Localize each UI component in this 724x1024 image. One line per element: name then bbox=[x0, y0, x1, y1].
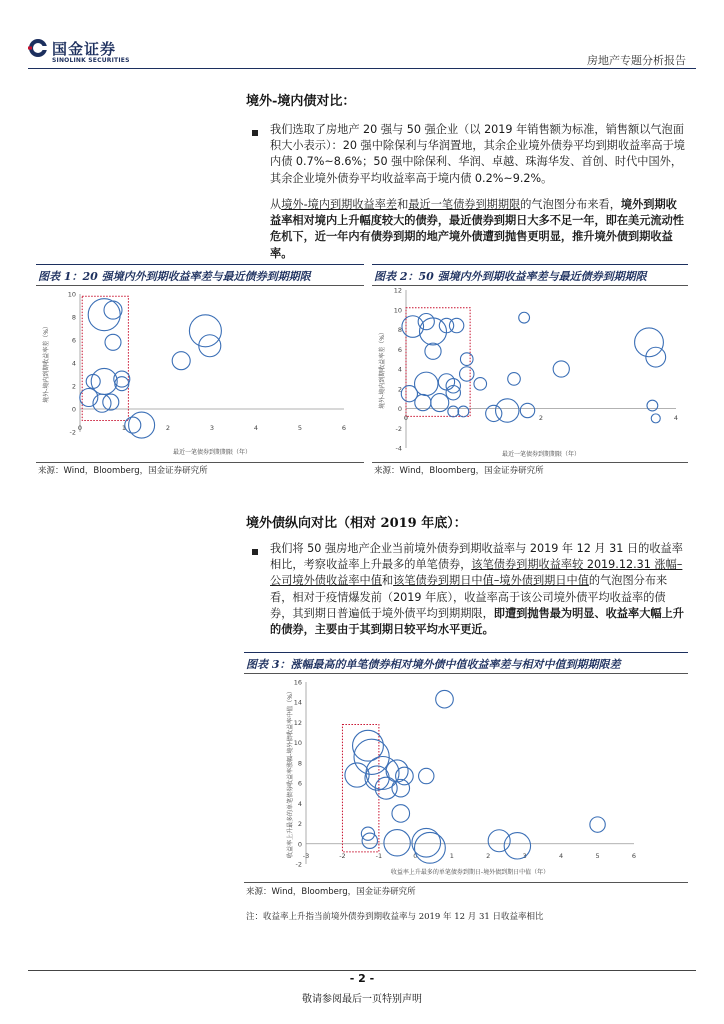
x-tick-label: 0 bbox=[413, 852, 418, 860]
bubble-point bbox=[105, 334, 121, 350]
bubble-point bbox=[189, 315, 221, 347]
footer-divider bbox=[28, 970, 696, 971]
bubble-point bbox=[496, 399, 519, 422]
fig1-chart bbox=[36, 286, 364, 460]
bubble-point bbox=[362, 833, 377, 848]
y-tick-label: 10 bbox=[393, 306, 402, 315]
y-tick-label: -2 bbox=[69, 428, 76, 437]
logo-text-en: SINOLINK SECURITIES bbox=[52, 57, 130, 64]
x-tick-label: -2 bbox=[339, 852, 346, 860]
y-tick-label: 6 bbox=[297, 779, 302, 788]
fig3-note: 注：收益率上升指当前境外债券到期收益率与 2019 年 12 月 31 日收益率相比 bbox=[246, 912, 544, 922]
y-axis-title: 收益率上升最多的单笔债券收益率涨幅-境外债收益率中值（%） bbox=[287, 688, 294, 858]
x-tick-label: 5 bbox=[595, 852, 600, 860]
fig1-bottom-rule bbox=[36, 462, 364, 463]
fig3-source: 来源：Wind，Bloomberg，国金证券研究所 bbox=[246, 887, 416, 897]
y-tick-label: -2 bbox=[395, 424, 402, 433]
y-tick-label: 12 bbox=[393, 286, 402, 295]
x-axis-title: 收益率上升最多的单笔债券到期日-境外债到期日中值（年） bbox=[390, 869, 550, 876]
y-tick-label: 6 bbox=[397, 345, 402, 354]
section1-para1: 我们选取了房地产 20 强与 50 强企业（以 2019 年销售额为标准，销售额以气泡面积大小表示）：20 强中除保利与华润置地，其余企业境外债券平均到期收益率高于境内债 0.7%~8.6%；50 强中除保利、华润、卓越、珠海华发、首创、时代中国外，其余企业境外债券平均收益率高于境内债 0.2%~9.2%。 bbox=[270, 123, 685, 185]
y-tick-label: -2 bbox=[295, 860, 302, 869]
bubble-point bbox=[448, 406, 459, 417]
footer-disclaimer: 敬请参阅最后一页特别声明 bbox=[302, 994, 422, 1005]
fig2-source: 来源：Wind，Bloomberg，国金证券研究所 bbox=[374, 466, 544, 476]
x-tick-label: 4 bbox=[559, 852, 564, 860]
fig3-chart bbox=[244, 674, 688, 880]
x-tick-label: 4 bbox=[253, 424, 259, 432]
fig1-title: 图表 1：20 强境内外到期收益率差与最近债券到期期限 bbox=[38, 270, 311, 283]
section1-para2: 从境外-境内到期收益率差和最近一笔债券到期期限的气泡图分布来看，境外到期收益率相对境内上升幅度较大的债券，最近债券到期日大多不足一年，即在美元流动性危机下，近一年内有债券到期的地产境外债遭到抛售更明显，推升境外债到期收益率。 bbox=[270, 198, 684, 260]
y-tick-label: 8 bbox=[71, 313, 76, 322]
bubble-point bbox=[384, 830, 410, 856]
bubble-point bbox=[86, 374, 100, 388]
y-tick-label: 0 bbox=[397, 405, 402, 413]
y-tick-label: 14 bbox=[293, 698, 302, 707]
bubble-point bbox=[635, 328, 664, 357]
x-tick-label: 5 bbox=[297, 424, 303, 432]
x-tick-label: 2 bbox=[486, 852, 491, 860]
bullet-icon bbox=[252, 130, 258, 136]
section2-title: 境外债纵向对比（相对 2019 年底）： bbox=[246, 516, 467, 531]
x-tick-label: 6 bbox=[631, 852, 637, 860]
bubble-point bbox=[508, 373, 521, 386]
x-tick-label: 3 bbox=[209, 424, 215, 432]
logo-text-cn: 国金证券 bbox=[52, 40, 117, 58]
fig2-title: 图表 2：50 强境内外到期收益率差与最近债券到期期限 bbox=[374, 270, 647, 283]
bubble-point bbox=[651, 414, 660, 423]
bubble-point bbox=[520, 403, 534, 417]
fig1-top-rule bbox=[36, 264, 364, 265]
x-tick-label: 1 bbox=[121, 424, 127, 432]
x-tick-label: 0 bbox=[403, 414, 409, 422]
y-tick-label: 4 bbox=[397, 365, 402, 374]
report-type: 房地产专题分析报告 bbox=[587, 54, 686, 67]
header-divider bbox=[28, 68, 696, 69]
x-tick-label: 4 bbox=[673, 414, 679, 422]
logo-icon bbox=[28, 38, 48, 58]
bubble-point bbox=[458, 406, 469, 417]
bubble-point bbox=[415, 372, 438, 395]
x-tick-label: 6 bbox=[341, 424, 347, 432]
y-tick-label: 2 bbox=[71, 382, 76, 391]
fig3-top-rule bbox=[244, 652, 688, 653]
bubble-point bbox=[419, 768, 434, 783]
bubble-point bbox=[172, 352, 190, 370]
y-axis-title: 境外-境内到期收益率差（%） bbox=[43, 323, 50, 403]
x-tick-label: 1 bbox=[449, 852, 454, 860]
section2-para: 我们将 50 强房地产企业当前境外债券到期收益率与 2019 年 12 月 31 日的收益率相比，考察收益率上升最多的单笔债券，该笔债券到期收益率较 2019.12.31 涨幅–公司境外债收益率中值和该笔债券到期日中值–境外债到期日中值的气泡图分布来看，相对于疫情爆发前（2019 年底），收益率高于该公司境外债平均收益率的债券，其到期日普遍低于境外债平均到期期限，即遭到抛售最为明显、收益率大幅上升的债券，主要由于其到期日较平均水平更近。 bbox=[270, 542, 684, 637]
x-axis-title: 最近一笔债券到期期限（年） bbox=[172, 449, 252, 456]
bubble-point bbox=[366, 757, 399, 790]
bubble-point bbox=[125, 417, 141, 433]
bullet-icon bbox=[252, 549, 258, 555]
fig2-top-rule bbox=[372, 264, 688, 265]
bubble-point bbox=[647, 400, 658, 411]
fig2-chart bbox=[372, 286, 688, 460]
bubble-point bbox=[88, 299, 120, 331]
y-tick-label: 0 bbox=[297, 840, 302, 849]
bubble-point bbox=[460, 367, 474, 381]
bubble-point bbox=[392, 805, 410, 823]
y-tick-label: 8 bbox=[397, 326, 402, 334]
y-tick-label: -4 bbox=[395, 444, 402, 453]
bubble-point bbox=[474, 378, 487, 391]
fig1-source: 来源：Wind，Bloomberg，国金证券研究所 bbox=[38, 466, 208, 476]
x-tick-label: 2 bbox=[538, 414, 544, 422]
bubble-point bbox=[504, 833, 530, 859]
bubble-point bbox=[590, 817, 605, 832]
bubble-point bbox=[519, 312, 530, 323]
fig2-bottom-rule bbox=[372, 462, 688, 463]
y-tick-label: 2 bbox=[297, 820, 302, 829]
fig3-bottom-rule bbox=[244, 882, 688, 883]
y-tick-label: 10 bbox=[293, 739, 302, 748]
y-tick-label: 0 bbox=[71, 405, 76, 414]
y-tick-label: 4 bbox=[297, 799, 302, 808]
x-axis-title: 最近一笔债券到期期限（年） bbox=[501, 451, 581, 458]
y-tick-label: 4 bbox=[71, 359, 76, 368]
fig3-title: 图表 3：涨幅最高的单笔债券相对境外债中值收益率差与相对中值到期期限差 bbox=[246, 658, 621, 671]
y-axis-title: 境外-境内到期收益率差（%） bbox=[379, 329, 386, 409]
y-tick-label: 10 bbox=[67, 290, 76, 299]
bubble-point bbox=[436, 690, 454, 708]
x-tick-label: 0 bbox=[77, 424, 83, 432]
y-tick-label: 16 bbox=[293, 678, 302, 687]
x-tick-label: 2 bbox=[165, 424, 171, 432]
x-tick-label: -1 bbox=[375, 852, 383, 860]
bubble-point bbox=[425, 343, 441, 359]
y-tick-label: 6 bbox=[71, 336, 76, 345]
y-tick-label: 8 bbox=[297, 759, 302, 768]
section1-title: 境外-境内债对比： bbox=[246, 94, 356, 109]
bubble-point bbox=[449, 318, 463, 332]
bubble-point bbox=[129, 412, 155, 438]
y-tick-label: 2 bbox=[397, 385, 402, 394]
x-tick-label: 3 bbox=[522, 852, 527, 860]
page-number: - 2 - bbox=[349, 972, 375, 985]
bubble-point bbox=[488, 830, 510, 852]
x-tick-label: -3 bbox=[302, 852, 310, 860]
bubble-point bbox=[392, 779, 410, 797]
bubble-point bbox=[553, 361, 569, 377]
bubble-point bbox=[415, 832, 446, 863]
y-tick-label: 12 bbox=[293, 718, 302, 727]
bubble-point bbox=[460, 353, 473, 366]
